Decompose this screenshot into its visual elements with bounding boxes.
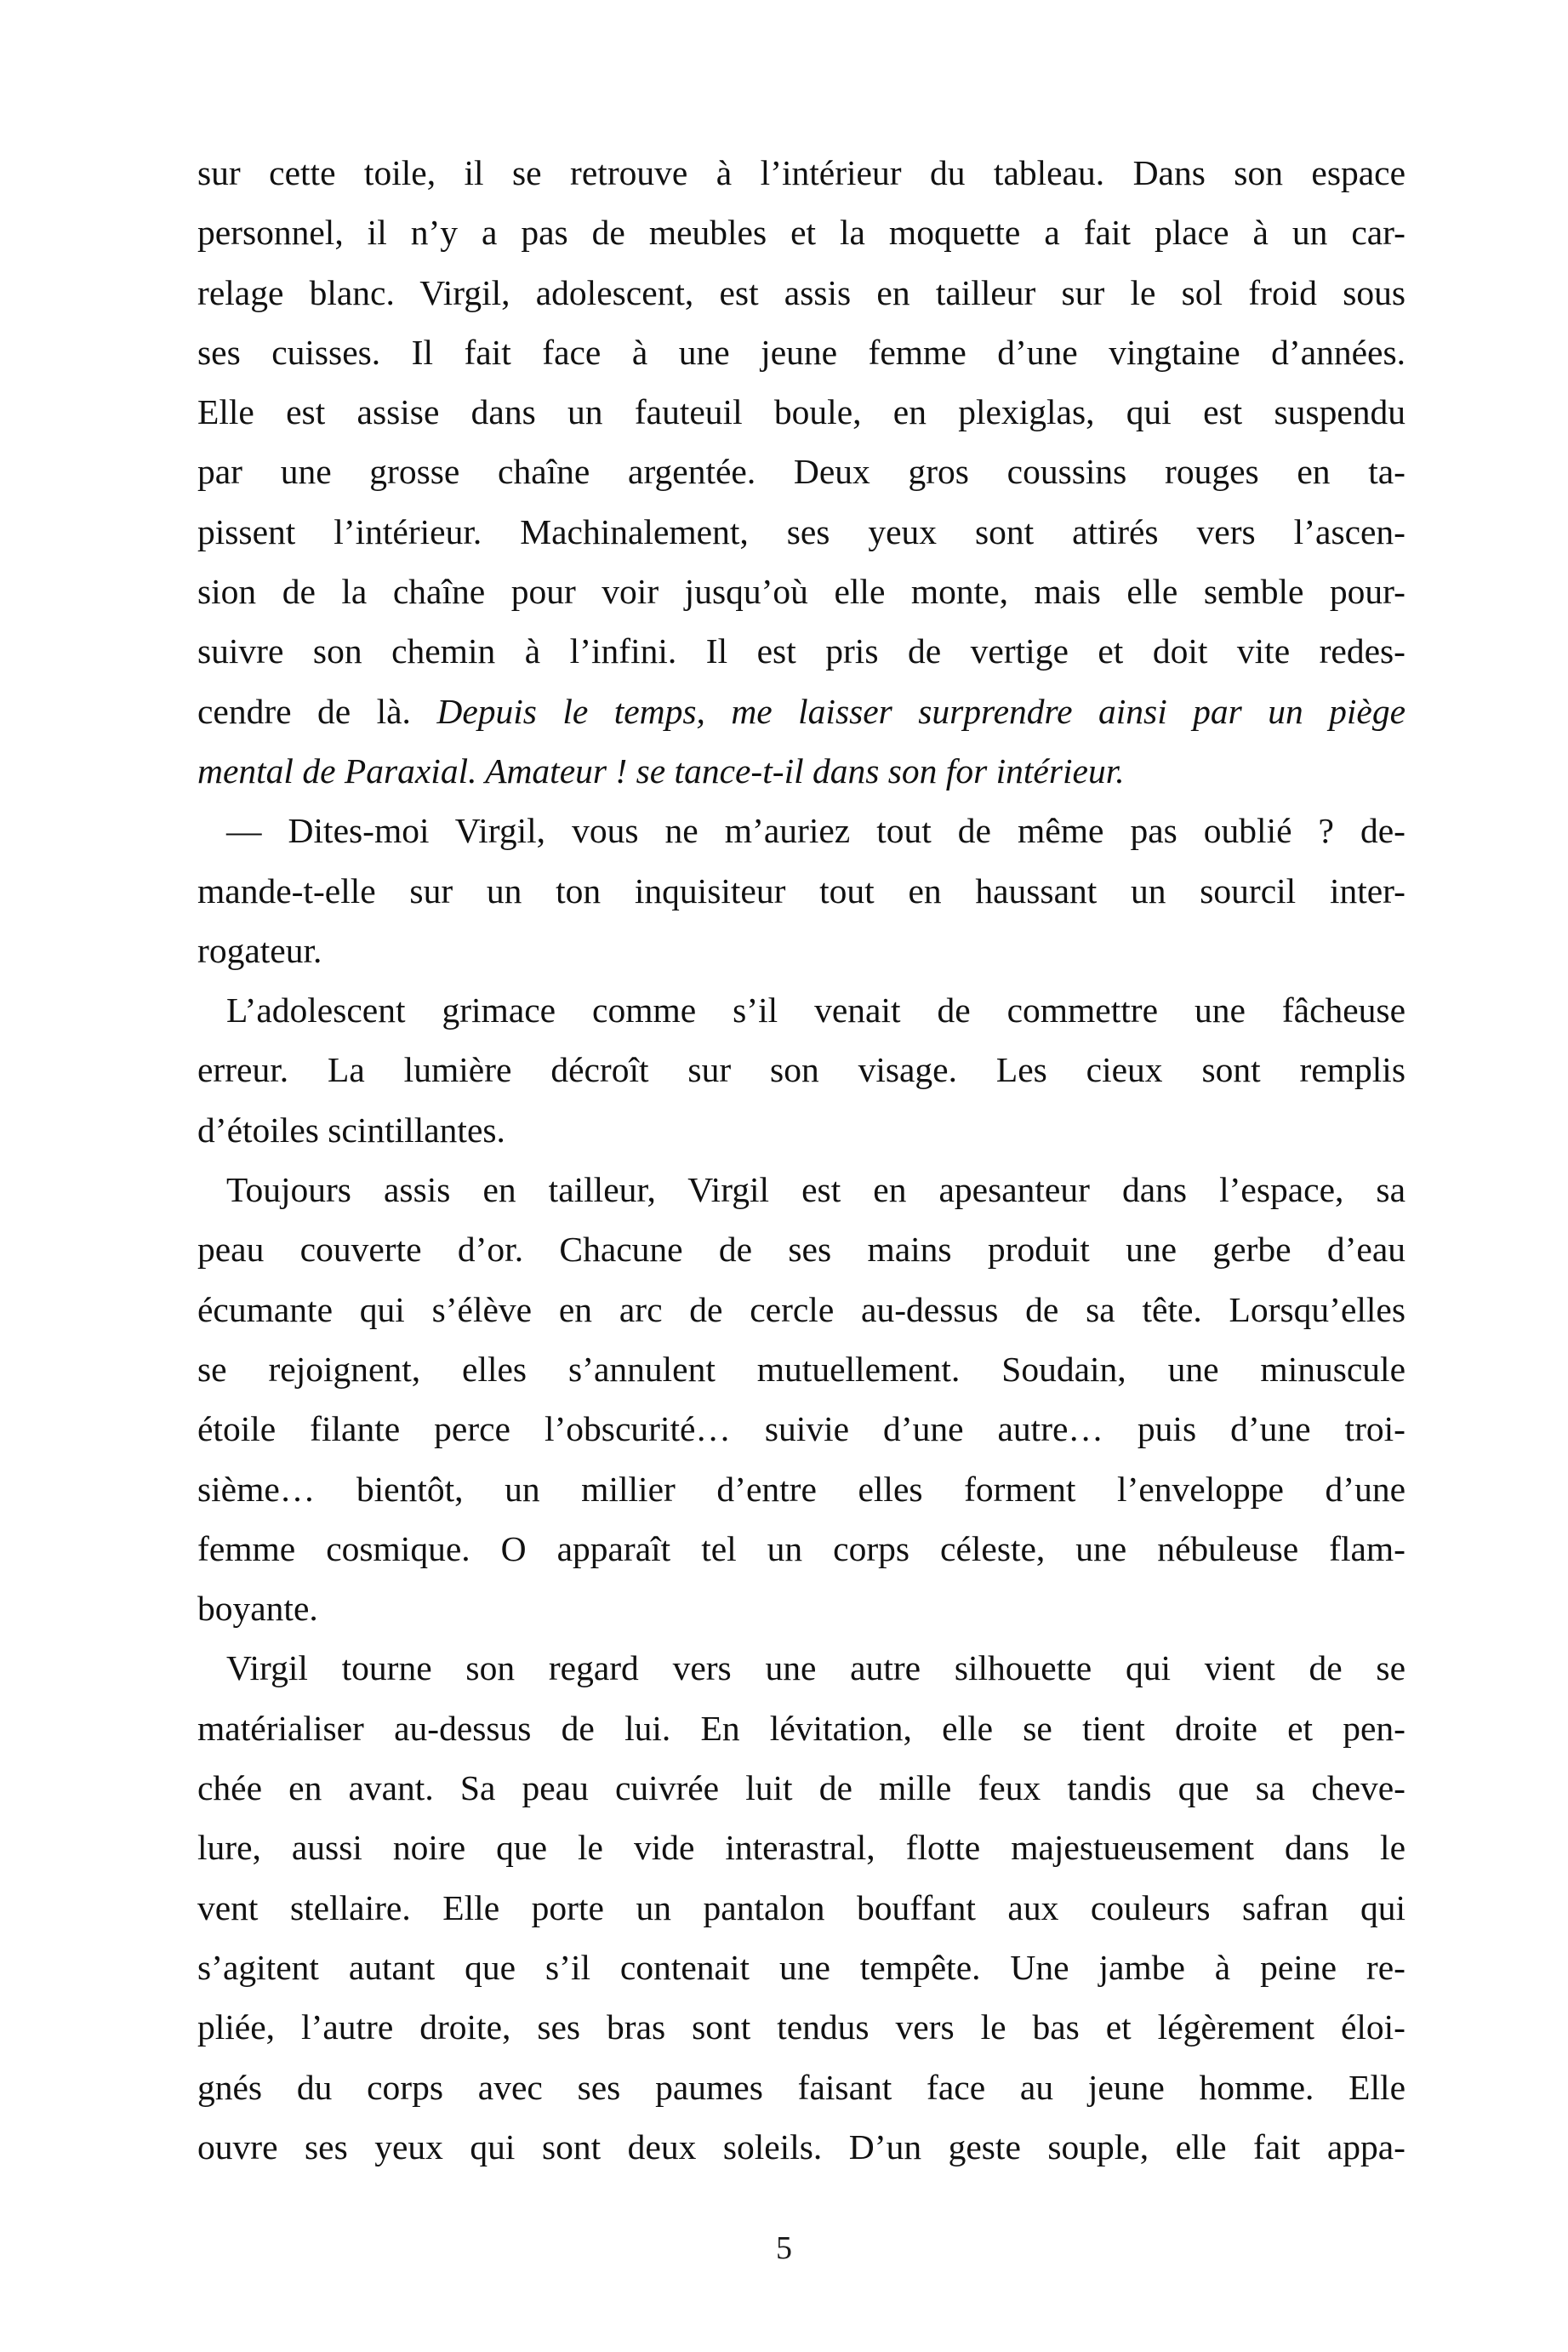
text-line: sur cette toile, il se retrouve à l’intérieur du tableau. Dans son espace [197, 153, 1405, 192]
text-line: rogateur. [197, 930, 322, 970]
page-body-text [197, 143, 1405, 2177]
italic-fragment: Depuis le temps, me laisser surprendre ainsi par un piège [436, 691, 1406, 731]
text-line: se rejoignent, elles s’annulent mutuellement. Soudain, une minuscule [197, 1349, 1405, 1389]
text-line: s’agitent autant que s’il contenait une tempête. Une jambe à peine re- [197, 1947, 1405, 1987]
text-line: peau couverte d’or. Chacune de ses mains produit une gerbe d’eau [197, 1230, 1405, 1270]
text-line: suivre son chemin à l’infini. Il est pris de vertige et doit vite redes- [197, 631, 1405, 671]
text-line: ouvre ses yeux qui sont deux soleils. D’un geste souple, elle fait appa- [197, 2127, 1405, 2166]
text-line: vent stellaire. Elle porte un pantalon bouffant aux couleurs safran qui [197, 1887, 1405, 1927]
text-line: lure, aussi noire que le vide interastral, flotte majestueusement dans le [197, 1828, 1405, 1868]
text-line: chée en avant. Sa peau cuivrée luit de mille feux tandis que sa cheve- [197, 1768, 1405, 1808]
text-line: d’étoiles scintillantes. [197, 1110, 505, 1150]
text-line: matérialiser au-dessus de lui. En lévitation, elle se tient droite et pen- [197, 1708, 1405, 1748]
text-line: pliée, l’autre droite, ses bras sont tendus vers le bas et légèrement éloi- [197, 2007, 1405, 2047]
text-line: — Dites-moi Virgil, vous ne m’auriez tout de même pas oublié ? de- [226, 811, 1405, 851]
text-line: ses cuisses. Il fait face à une jeune femme d’une vingtaine d’années. [197, 332, 1405, 372]
text-line: écumante qui s’élève en arc de cercle au-dessus de sa tête. Lorsqu’elles [197, 1289, 1405, 1329]
text-line: gnés du corps avec ses paumes faisant face au jeune homme. Elle [197, 2067, 1405, 2107]
paragraph-virgil-tourne [197, 1638, 1405, 2177]
text-line: mande-t-elle sur un ton inquisiteur tout en haussant un sourcil inter- [197, 871, 1405, 911]
paragraph-continuation [197, 143, 1405, 801]
text-line: Virgil tourne son regard vers une autre silhouette qui vient de se [226, 1648, 1405, 1688]
text-line: sième… bientôt, un millier d’entre elles forment l’enveloppe d’une [197, 1469, 1405, 1509]
text-fragment: cendre de là. [197, 691, 437, 731]
text-line: boyante. [197, 1589, 318, 1629]
paragraph-dialogue [197, 801, 1405, 980]
text-line: étoile filante perce l’obscurité… suivie d’une autre… puis d’une troi- [197, 1409, 1405, 1449]
text-line: relage blanc. Virgil, adolescent, est assis en tailleur sur le sol froid sous [197, 272, 1405, 312]
italic-text-line: mental de Paraxial. Amateur ! se tance-t-il dans son for intérieur. [197, 751, 1125, 791]
page-number: 5 [776, 2230, 792, 2266]
paragraph-adolescent [197, 980, 1405, 1160]
text-line: Elle est assise dans un fauteuil boule, en plexiglas, qui est suspendu [197, 392, 1405, 432]
text-line: femme cosmique. O apparaît tel un corps céleste, une nébuleuse flam- [197, 1528, 1405, 1568]
text-line: sion de la chaîne pour voir jusqu’où elle monte, mais elle semble pour- [197, 572, 1405, 612]
text-line: par une grosse chaîne argentée. Deux gros coussins rouges en ta- [197, 452, 1405, 492]
text-line: L’adolescent grimace comme s’il venait de commettre une fâcheuse [226, 990, 1405, 1030]
paragraph-toujours-assis [197, 1160, 1405, 1638]
text-line: pissent l’intérieur. Machinalement, ses yeux sont attirés vers l’ascen- [197, 511, 1405, 551]
text-line-with-italic-start [197, 682, 1405, 741]
text-line: erreur. La lumière décroît sur son visage. Les cieux sont remplis [197, 1050, 1405, 1090]
text-line: personnel, il n’y a pas de meubles et la moquette a fait place à un car- [197, 213, 1405, 253]
text-line: Toujours assis en tailleur, Virgil est en apesanteur dans l’espace, sa [226, 1170, 1405, 1210]
